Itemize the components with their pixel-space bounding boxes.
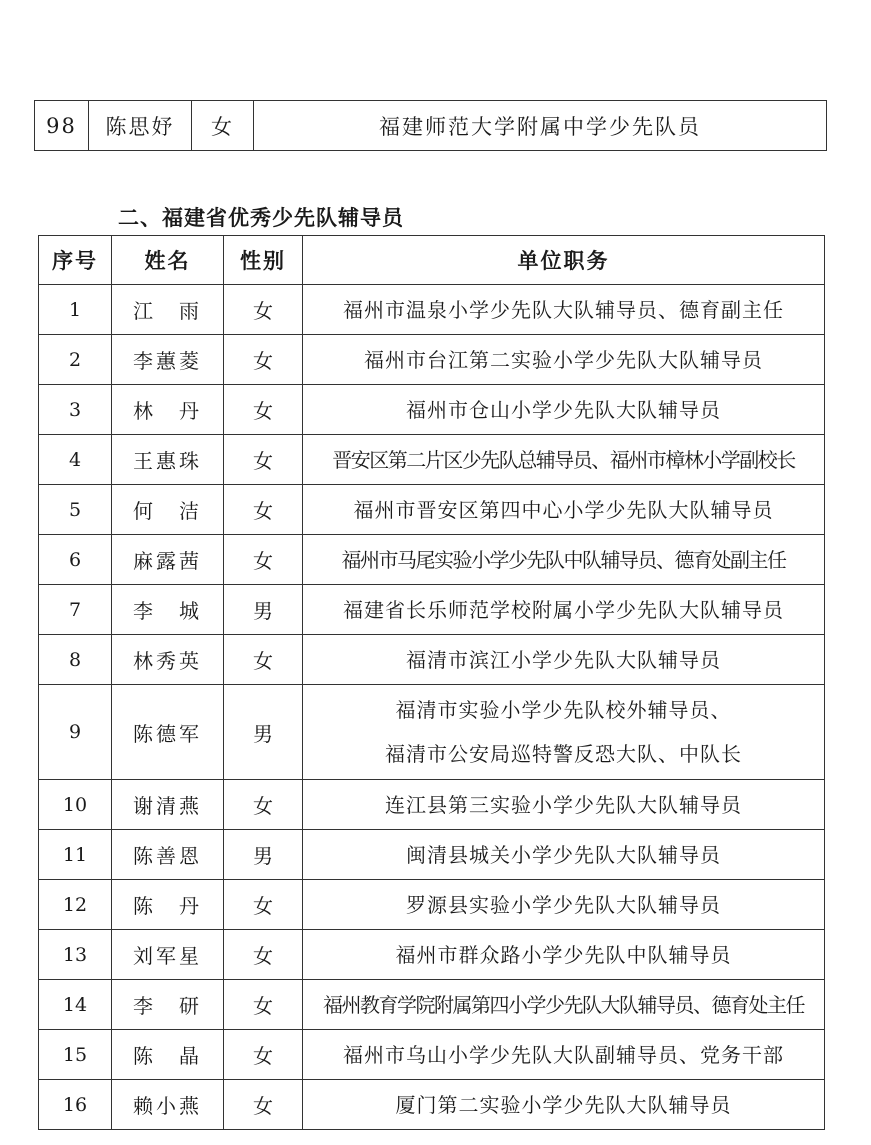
row-gender: 女 bbox=[224, 485, 303, 535]
row-name: 陈善恩 bbox=[112, 830, 224, 880]
row-number: 16 bbox=[39, 1080, 112, 1130]
row-number: 10 bbox=[39, 780, 112, 830]
row-number: 4 bbox=[39, 435, 112, 485]
row-gender: 女 bbox=[224, 1080, 303, 1130]
row-gender: 女 bbox=[224, 535, 303, 585]
table-row bbox=[39, 535, 825, 585]
unit-line: 福州市乌山小学少先队大队副辅导员、党务干部 bbox=[343, 1042, 784, 1067]
row-unit-position bbox=[303, 1030, 825, 1080]
row-gender: 女 bbox=[224, 435, 303, 485]
row-name: 刘军星 bbox=[112, 930, 224, 980]
unit-line: 福清市公安局巡特警反恐大队、中队长 bbox=[385, 742, 742, 766]
previous-list-table bbox=[34, 100, 827, 151]
row-name: 李 城 bbox=[112, 585, 224, 635]
unit-line: 福州市温泉小学少先队大队辅导员、德育副主任 bbox=[343, 297, 784, 322]
header-number: 序号 bbox=[39, 236, 112, 285]
row-number: 6 bbox=[39, 535, 112, 585]
row-unit: 福建师范大学附属中学少先队员 bbox=[254, 101, 827, 151]
unit-line: 福清市滨江小学少先队大队辅导员 bbox=[406, 647, 721, 672]
row-name: 陈德军 bbox=[112, 685, 224, 780]
row-gender: 女 bbox=[192, 101, 254, 151]
row-unit-position bbox=[303, 830, 825, 880]
unit-line: 福州市群众路小学少先队中队辅导员 bbox=[395, 942, 732, 967]
header-row bbox=[39, 236, 825, 285]
row-unit-position bbox=[303, 435, 825, 485]
row-unit-position bbox=[303, 880, 825, 930]
unit-line: 福州市马尾实验小学少先队中队辅导员、德育处副主任 bbox=[341, 547, 786, 572]
row-gender: 女 bbox=[224, 285, 303, 335]
row-number: 5 bbox=[39, 485, 112, 535]
table-row bbox=[35, 101, 827, 151]
row-name: 林 丹 bbox=[112, 385, 224, 435]
row-gender: 女 bbox=[224, 385, 303, 435]
unit-line: 福清市实验小学少先队校外辅导员、 bbox=[395, 698, 732, 722]
table-row bbox=[39, 385, 825, 435]
row-gender: 女 bbox=[224, 980, 303, 1030]
row-gender: 女 bbox=[224, 880, 303, 930]
row-unit-position bbox=[303, 635, 825, 685]
row-unit-position bbox=[303, 385, 825, 435]
row-gender: 女 bbox=[224, 930, 303, 980]
unit-line: 福州教育学院附属第四小学少先队大队辅导员、德育处主任 bbox=[323, 992, 804, 1017]
row-number: 9 bbox=[39, 685, 112, 780]
row-name: 江 雨 bbox=[112, 285, 224, 335]
row-number: 14 bbox=[39, 980, 112, 1030]
row-name: 赖小燕 bbox=[112, 1080, 224, 1130]
row-gender: 男 bbox=[224, 585, 303, 635]
table-row bbox=[39, 930, 825, 980]
row-name: 林秀英 bbox=[112, 635, 224, 685]
section-heading: 二、福建省优秀少先队辅导员 bbox=[118, 206, 404, 230]
row-unit-position bbox=[303, 285, 825, 335]
row-number: 98 bbox=[35, 101, 89, 151]
row-name: 陈思妤 bbox=[89, 101, 192, 151]
row-unit-position bbox=[303, 335, 825, 385]
unit-line: 福州市仓山小学少先队大队辅导员 bbox=[406, 397, 721, 422]
table-row bbox=[39, 1030, 825, 1080]
row-unit-position bbox=[303, 485, 825, 535]
previous-list-body bbox=[35, 101, 827, 151]
row-name: 陈 晶 bbox=[112, 1030, 224, 1080]
row-number: 7 bbox=[39, 585, 112, 635]
table-row bbox=[39, 485, 825, 535]
row-name: 王惠珠 bbox=[112, 435, 224, 485]
unit-line: 罗源县实验小学少先队大队辅导员 bbox=[406, 892, 721, 917]
row-name: 谢清燕 bbox=[112, 780, 224, 830]
table-row bbox=[39, 685, 825, 780]
table-row bbox=[39, 880, 825, 930]
row-unit-position bbox=[303, 980, 825, 1030]
unit-line: 连江县第三实验小学少先队大队辅导员 bbox=[385, 792, 742, 817]
header-gender: 性别 bbox=[224, 236, 303, 285]
header-name: 姓名 bbox=[112, 236, 224, 285]
table-row bbox=[39, 335, 825, 385]
table-row bbox=[39, 780, 825, 830]
table-body bbox=[39, 285, 825, 1130]
table-header bbox=[39, 236, 825, 285]
counselor-list-table bbox=[38, 235, 825, 1130]
row-number: 15 bbox=[39, 1030, 112, 1080]
row-name: 陈 丹 bbox=[112, 880, 224, 930]
table-row bbox=[39, 435, 825, 485]
row-gender: 男 bbox=[224, 830, 303, 880]
row-name: 何 洁 bbox=[112, 485, 224, 535]
unit-line: 福州市晋安区第四中心小学少先队大队辅导员 bbox=[353, 497, 774, 522]
table-row bbox=[39, 1080, 825, 1130]
row-name: 麻露茜 bbox=[112, 535, 224, 585]
row-gender: 女 bbox=[224, 635, 303, 685]
table-row bbox=[39, 585, 825, 635]
row-unit-position bbox=[303, 930, 825, 980]
row-number: 12 bbox=[39, 880, 112, 930]
row-gender: 女 bbox=[224, 780, 303, 830]
row-number: 11 bbox=[39, 830, 112, 880]
table-row bbox=[39, 285, 825, 335]
row-number: 13 bbox=[39, 930, 112, 980]
unit-line: 晋安区第二片区少先队总辅导员、福州市樟林小学副校长 bbox=[332, 447, 795, 472]
row-number: 8 bbox=[39, 635, 112, 685]
unit-line: 福州市台江第二实验小学少先队大队辅导员 bbox=[364, 347, 763, 372]
row-gender: 女 bbox=[224, 1030, 303, 1080]
table-row bbox=[39, 980, 825, 1030]
unit-line: 闽清县城关小学少先队大队辅导员 bbox=[406, 842, 721, 867]
row-name: 李蕙菱 bbox=[112, 335, 224, 385]
row-name: 李 研 bbox=[112, 980, 224, 1030]
unit-line: 福建省长乐师范学校附属小学少先队大队辅导员 bbox=[343, 597, 784, 622]
row-unit-position bbox=[303, 780, 825, 830]
row-number: 2 bbox=[39, 335, 112, 385]
row-unit-position bbox=[303, 685, 825, 780]
row-unit-position bbox=[303, 1080, 825, 1130]
row-number: 3 bbox=[39, 385, 112, 435]
table-row bbox=[39, 635, 825, 685]
header-unit-position: 单位职务 bbox=[303, 236, 825, 285]
table-row bbox=[39, 830, 825, 880]
row-unit-position bbox=[303, 585, 825, 635]
row-gender: 女 bbox=[224, 335, 303, 385]
row-number: 1 bbox=[39, 285, 112, 335]
row-gender: 男 bbox=[224, 685, 303, 780]
row-unit-position bbox=[303, 535, 825, 585]
unit-line: 厦门第二实验小学少先队大队辅导员 bbox=[395, 1092, 732, 1117]
